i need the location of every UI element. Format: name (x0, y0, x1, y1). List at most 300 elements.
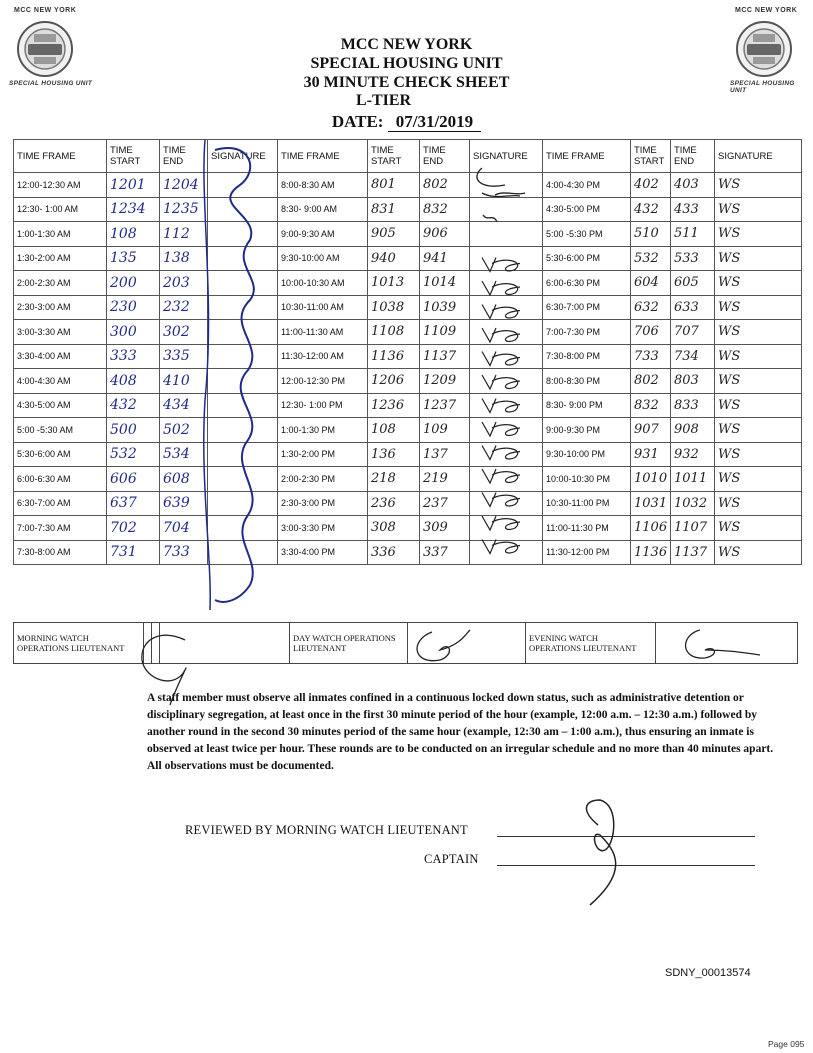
table-row (14, 467, 802, 492)
handwritten-time-cell (107, 491, 160, 516)
time-frame-cell: 5:00 -5:30 PM (543, 222, 631, 247)
handwritten-time-cell (160, 491, 208, 516)
time-frame-cell: 4:00-4:30 PM (543, 173, 631, 198)
time-frame-cell: 5:30-6:00 PM (543, 246, 631, 271)
time-frame-cell: 9:00-9:30 PM (543, 418, 631, 443)
handwritten-value: 109 (423, 422, 448, 438)
captain-line[interactable] (497, 865, 755, 866)
signature-cell (208, 295, 278, 320)
table-row (14, 246, 802, 271)
handwritten-time-cell (420, 344, 470, 369)
table-row (14, 197, 802, 222)
handwritten-time-cell (671, 271, 715, 296)
handwritten-time-cell (715, 491, 802, 516)
seal-right-bottom-text: SPECIAL HOUSING UNIT (730, 80, 795, 94)
handwritten-time-cell (671, 344, 715, 369)
handwritten-value: 336 (371, 544, 396, 560)
handwritten-value: 632 (634, 299, 659, 315)
handwritten-time-cell (107, 246, 160, 271)
handwritten-value: 434 (163, 397, 190, 414)
table-row (14, 320, 802, 345)
handwritten-value: 707 (674, 324, 699, 340)
handwritten-time-cell (631, 442, 671, 467)
handwritten-time-cell (107, 442, 160, 467)
handwritten-time-cell (671, 222, 715, 247)
handwritten-time-cell (368, 271, 420, 296)
header-cell: TIME START (107, 140, 160, 173)
handwritten-time-cell (631, 540, 671, 565)
handwritten-time-cell (368, 197, 420, 222)
day-watch-label: DAY WATCH OPERATIONS LIEUTENANT (290, 623, 408, 664)
handwritten-time-cell (107, 173, 160, 198)
title-line-1: MCC NEW YORK (340, 36, 473, 53)
handwritten-time-cell (671, 516, 715, 541)
signature-cell (470, 246, 543, 271)
time-frame-cell: 6:30-7:00 PM (543, 295, 631, 320)
signature-cell (470, 344, 543, 369)
handwritten-time-cell (160, 197, 208, 222)
handwritten-time-cell (631, 344, 671, 369)
handwritten-time-cell (160, 369, 208, 394)
header-cell: SIGNATURE (715, 140, 802, 173)
signature-cell (208, 418, 278, 443)
handwritten-value: 733 (163, 544, 190, 561)
handwritten-value: 432 (634, 201, 659, 217)
handwritten-value: WS (718, 226, 741, 242)
handwritten-value: 833 (674, 397, 699, 413)
handwritten-value: 606 (110, 470, 137, 487)
handwritten-value: WS (718, 324, 741, 340)
handwritten-value: 1014 (423, 275, 457, 291)
handwritten-value: 1107 (674, 520, 708, 536)
signature-cell (208, 197, 278, 222)
time-frame-cell: 8:00-8:30 AM (278, 173, 368, 198)
handwritten-time-cell (368, 222, 420, 247)
signature-cell (470, 222, 543, 247)
handwritten-value: 1106 (634, 520, 668, 536)
handwritten-time-cell (160, 246, 208, 271)
time-frame-cell: 9:00-9:30 AM (278, 222, 368, 247)
handwritten-value: 1013 (371, 275, 405, 291)
handwritten-time-cell (107, 369, 160, 394)
signature-cell (208, 222, 278, 247)
table-row (14, 491, 802, 516)
time-frame-cell: 11:30-12:00 PM (543, 540, 631, 565)
handwritten-value: WS (718, 275, 741, 291)
time-frame-cell: 8:30- 9:00 AM (278, 197, 368, 222)
handwritten-value: 831 (371, 201, 396, 217)
handwritten-value: 932 (674, 446, 699, 462)
handwritten-time-cell (631, 516, 671, 541)
time-frame-cell: 6:00-6:30 PM (543, 271, 631, 296)
handwritten-value: 637 (110, 495, 137, 512)
handwritten-value: 335 (163, 348, 190, 365)
table-row (14, 271, 802, 296)
signature-cell (208, 320, 278, 345)
bates-number: SDNY_00013574 (665, 967, 751, 979)
handwritten-time-cell (715, 344, 802, 369)
handwritten-value: 832 (634, 397, 659, 413)
date-label: DATE: (331, 112, 384, 131)
handwritten-time-cell (671, 173, 715, 198)
handwritten-value: 1031 (634, 495, 668, 511)
handwritten-time-cell (107, 197, 160, 222)
time-frame-cell: 7:00-7:30 AM (14, 516, 107, 541)
handwritten-value: 1236 (371, 397, 405, 413)
handwritten-time-cell (107, 295, 160, 320)
handwritten-time-cell (160, 516, 208, 541)
handwritten-time-cell (160, 222, 208, 247)
time-frame-cell: 12:30- 1:00 AM (14, 197, 107, 222)
signature-cell (208, 344, 278, 369)
handwritten-value: 1234 (110, 201, 146, 218)
time-frame-cell: 9:30-10:00 AM (278, 246, 368, 271)
table-row (14, 418, 802, 443)
signature-cell (208, 393, 278, 418)
handwritten-value: 1204 (163, 176, 199, 193)
time-frame-cell: 11:00-11:30 AM (278, 320, 368, 345)
handwritten-value: WS (718, 250, 741, 266)
handwritten-time-cell (368, 491, 420, 516)
handwritten-time-cell (715, 467, 802, 492)
handwritten-value: 906 (423, 226, 448, 242)
handwritten-value: 1206 (371, 373, 405, 389)
time-frame-cell: 1:00-1:30 AM (14, 222, 107, 247)
header-cell: TIME END (671, 140, 715, 173)
handwritten-value: 734 (674, 348, 699, 364)
signature-cell (470, 540, 543, 565)
handwritten-time-cell (671, 197, 715, 222)
handwritten-value: 532 (110, 446, 137, 463)
signature-cell (470, 491, 543, 516)
handwritten-time-cell (715, 320, 802, 345)
table-row (14, 222, 802, 247)
time-frame-cell: 5:30-6:00 AM (14, 442, 107, 467)
handwritten-time-cell (420, 442, 470, 467)
handwritten-time-cell (420, 197, 470, 222)
handwritten-value: 802 (423, 177, 448, 193)
handwritten-value: 702 (110, 519, 137, 536)
handwritten-value: 1136 (371, 348, 405, 364)
reviewed-by-label: REVIEWED BY MORNING WATCH LIEUTENANT (185, 823, 468, 837)
handwritten-time-cell (715, 197, 802, 222)
time-frame-cell: 6:00-6:30 AM (14, 467, 107, 492)
morning-watch-label: MORNING WATCH OPERATIONS LIEUTENANT (14, 623, 144, 664)
handwritten-time-cell (368, 344, 420, 369)
handwritten-time-cell (160, 418, 208, 443)
handwritten-value: 302 (163, 323, 190, 340)
handwritten-value: 1032 (674, 495, 708, 511)
handwritten-value: 510 (634, 226, 659, 242)
handwritten-time-cell (631, 222, 671, 247)
time-frame-cell: 12:00-12:30 PM (278, 369, 368, 394)
table-row (14, 540, 802, 565)
watch-signature-table (13, 622, 798, 664)
time-frame-cell: 7:30-8:00 AM (14, 540, 107, 565)
signature-cell (208, 369, 278, 394)
table-row (14, 516, 802, 541)
handwritten-time-cell (631, 418, 671, 443)
time-frame-cell: 10:30-11:00 AM (278, 295, 368, 320)
seal-left-top-text: MCC NEW YORK (14, 7, 77, 14)
handwritten-time-cell (715, 246, 802, 271)
handwritten-time-cell (631, 295, 671, 320)
handwritten-value: 337 (423, 544, 448, 560)
time-frame-cell: 3:30-4:00 PM (278, 540, 368, 565)
table-row (14, 344, 802, 369)
handwritten-value: 300 (110, 323, 137, 340)
handwritten-time-cell (715, 271, 802, 296)
handwritten-time-cell (420, 393, 470, 418)
handwritten-value: 604 (634, 275, 659, 291)
handwritten-time-cell (671, 491, 715, 516)
handwritten-time-cell (160, 442, 208, 467)
handwritten-time-cell (160, 173, 208, 198)
handwritten-time-cell (671, 418, 715, 443)
handwritten-time-cell (368, 320, 420, 345)
handwritten-time-cell (107, 344, 160, 369)
title-line-3: 30 MINUTE CHECK SHEET (303, 74, 510, 91)
handwritten-value: WS (718, 348, 741, 364)
handwritten-value: 108 (371, 422, 396, 438)
handwritten-time-cell (160, 271, 208, 296)
handwritten-value: 137 (423, 446, 448, 462)
time-frame-cell: 5:00 -5:30 AM (14, 418, 107, 443)
handwritten-time-cell (631, 491, 671, 516)
header-cell: TIME FRAME (14, 140, 107, 173)
time-frame-cell: 2:30-3:00 PM (278, 491, 368, 516)
handwritten-value: 200 (110, 274, 137, 291)
time-frame-cell: 4:00-4:30 AM (14, 369, 107, 394)
time-frame-cell: 6:30-7:00 AM (14, 491, 107, 516)
signature-cell (470, 393, 543, 418)
handwritten-value: 402 (634, 177, 659, 193)
title-line-4: L-TIER (355, 92, 412, 109)
handwritten-value: 931 (634, 446, 659, 462)
handwritten-value: WS (718, 201, 741, 217)
handwritten-time-cell (107, 516, 160, 541)
time-frame-cell: 2:00-2:30 PM (278, 467, 368, 492)
handwritten-value: WS (718, 373, 741, 389)
handwritten-value: 219 (423, 471, 448, 487)
handwritten-value: 1039 (423, 299, 457, 315)
handwritten-value: 941 (423, 250, 448, 266)
handwritten-time-cell (715, 516, 802, 541)
handwritten-time-cell (107, 271, 160, 296)
handwritten-time-cell (631, 246, 671, 271)
handwritten-time-cell (107, 418, 160, 443)
handwritten-time-cell (715, 418, 802, 443)
time-frame-cell: 3:30-4:00 AM (14, 344, 107, 369)
handwritten-value: 1137 (674, 544, 708, 560)
handwritten-value: 908 (674, 422, 699, 438)
handwritten-time-cell (671, 393, 715, 418)
page-number: Page 095 (768, 1039, 805, 1049)
handwritten-value: 1209 (423, 373, 457, 389)
handwritten-value: 410 (163, 372, 190, 389)
signature-cell (470, 295, 543, 320)
date-line (0, 112, 813, 132)
handwritten-time-cell (420, 246, 470, 271)
handwritten-time-cell (107, 540, 160, 565)
handwritten-value: 605 (674, 275, 699, 291)
handwritten-value: 408 (110, 372, 137, 389)
handwritten-value: 309 (423, 520, 448, 536)
handwritten-value: 832 (423, 201, 448, 217)
handwritten-value: 236 (371, 495, 396, 511)
captain-label: CAPTAIN (424, 852, 479, 866)
handwritten-value: 801 (371, 177, 396, 193)
signature-cell (208, 540, 278, 565)
handwritten-value: WS (718, 397, 741, 413)
handwritten-value: 633 (674, 299, 699, 315)
time-frame-cell: 7:00-7:30 PM (543, 320, 631, 345)
evening-watch-signature[interactable] (656, 623, 798, 664)
time-frame-cell: 1:30-2:00 PM (278, 442, 368, 467)
handwritten-value: 1109 (423, 324, 457, 340)
signature-cell (208, 173, 278, 198)
handwritten-value: 532 (634, 250, 659, 266)
header-cell: TIME FRAME (278, 140, 368, 173)
time-frame-cell: 10:00-10:30 AM (278, 271, 368, 296)
check-sheet-table (13, 139, 802, 565)
handwritten-value: 232 (163, 299, 190, 316)
reviewed-by-line[interactable] (497, 836, 755, 837)
signature-cell (470, 467, 543, 492)
time-frame-cell: 7:30-8:00 PM (543, 344, 631, 369)
handwritten-value: WS (718, 520, 741, 536)
signature-cell (208, 246, 278, 271)
handwritten-time-cell (631, 369, 671, 394)
signature-cell (470, 173, 543, 198)
handwritten-time-cell (420, 369, 470, 394)
handwritten-time-cell (671, 246, 715, 271)
handwritten-time-cell (671, 320, 715, 345)
handwritten-time-cell (160, 320, 208, 345)
morning-watch-signature[interactable] (160, 623, 290, 664)
header-cell: TIME START (368, 140, 420, 173)
handwritten-time-cell (368, 516, 420, 541)
signature-cell (470, 418, 543, 443)
handwritten-time-cell (420, 173, 470, 198)
header-cell: TIME FRAME (543, 140, 631, 173)
handwritten-time-cell (671, 540, 715, 565)
handwritten-value: 108 (110, 225, 137, 242)
time-frame-cell: 3:00-3:30 AM (14, 320, 107, 345)
handwritten-value: 333 (110, 348, 137, 365)
table-row (14, 173, 802, 198)
signature-cell (470, 320, 543, 345)
handwritten-value: 308 (371, 520, 396, 536)
handwritten-time-cell (671, 369, 715, 394)
handwritten-time-cell (671, 295, 715, 320)
table-row (14, 442, 802, 467)
handwritten-value: 1108 (371, 324, 405, 340)
handwritten-time-cell (368, 418, 420, 443)
handwritten-time-cell (715, 540, 802, 565)
reviewed-signature-scribble (586, 800, 615, 905)
seal-left-bottom-text: SPECIAL HOUSING UNIT (9, 80, 93, 87)
signature-cell (470, 369, 543, 394)
time-frame-cell: 1:30-2:00 AM (14, 246, 107, 271)
handwritten-time-cell (631, 197, 671, 222)
handwritten-value: WS (718, 299, 741, 315)
table-header-row (14, 140, 802, 173)
signature-cell (208, 467, 278, 492)
handwritten-value: 218 (371, 471, 396, 487)
handwritten-time-cell (160, 540, 208, 565)
handwritten-value: 907 (634, 422, 659, 438)
handwritten-time-cell (368, 540, 420, 565)
signature-cell (470, 442, 543, 467)
handwritten-value: 237 (423, 495, 448, 511)
handwritten-time-cell (160, 295, 208, 320)
signature-cell (208, 491, 278, 516)
handwritten-time-cell (671, 467, 715, 492)
time-frame-cell: 8:00-8:30 PM (543, 369, 631, 394)
handwritten-value: 940 (371, 250, 396, 266)
handwritten-value: 1038 (371, 299, 405, 315)
handwritten-time-cell (160, 344, 208, 369)
handwritten-time-cell (715, 295, 802, 320)
handwritten-time-cell (420, 467, 470, 492)
handwritten-time-cell (631, 173, 671, 198)
handwritten-value: 803 (674, 373, 699, 389)
handwritten-time-cell (715, 442, 802, 467)
handwritten-value: 1201 (110, 176, 146, 193)
handwritten-value: 502 (163, 421, 190, 438)
handwritten-value: WS (718, 422, 741, 438)
time-frame-cell: 4:30-5:00 AM (14, 393, 107, 418)
handwritten-time-cell (631, 393, 671, 418)
time-frame-cell: 10:00-10:30 PM (543, 467, 631, 492)
handwritten-value: 433 (674, 201, 699, 217)
handwritten-value: 1237 (423, 397, 457, 413)
header-cell: TIME START (631, 140, 671, 173)
handwritten-time-cell (368, 246, 420, 271)
header-cell: SIGNATURE (470, 140, 543, 173)
handwritten-value: 135 (110, 250, 137, 267)
table-row (14, 295, 802, 320)
signature-cell (470, 516, 543, 541)
time-frame-cell: 9:30-10:00 PM (543, 442, 631, 467)
handwritten-time-cell (631, 467, 671, 492)
handwritten-value: WS (718, 446, 741, 462)
handwritten-value: 1136 (634, 544, 668, 560)
handwritten-value: WS (718, 177, 741, 193)
signature-cell (208, 516, 278, 541)
header-cell: TIME END (420, 140, 470, 173)
header-cell: SIGNATURE (208, 140, 278, 173)
handwritten-time-cell (631, 320, 671, 345)
handwritten-value: 608 (163, 470, 190, 487)
day-watch-signature[interactable] (408, 623, 526, 664)
handwritten-value: 203 (163, 274, 190, 291)
handwritten-value: WS (718, 544, 741, 560)
handwritten-time-cell (368, 173, 420, 198)
seal-right-top-text: MCC NEW YORK (735, 7, 798, 14)
handwritten-time-cell (160, 467, 208, 492)
handwritten-value: 500 (110, 421, 137, 438)
time-frame-cell: 1:00-1:30 PM (278, 418, 368, 443)
time-frame-cell: 12:00-12:30 AM (14, 173, 107, 198)
header-cell: TIME END (160, 140, 208, 173)
signature-cell (208, 271, 278, 296)
handwritten-value: 731 (110, 544, 137, 561)
handwritten-time-cell (420, 540, 470, 565)
handwritten-time-cell (160, 393, 208, 418)
handwritten-time-cell (671, 442, 715, 467)
